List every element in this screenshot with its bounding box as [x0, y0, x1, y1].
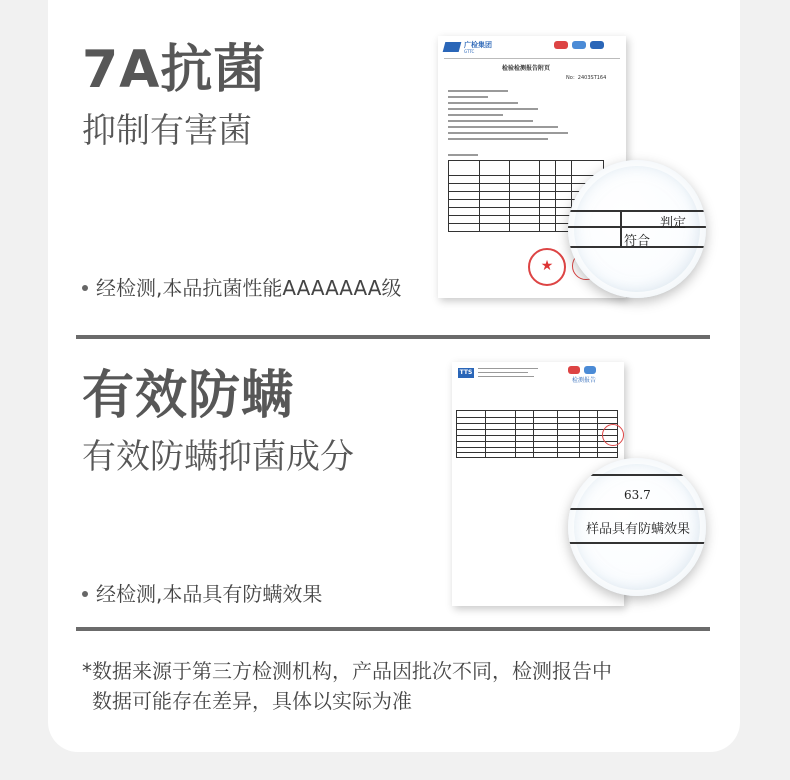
report1-doc-no: No：2403ST164 — [566, 75, 607, 81]
ilac-badge-icon — [584, 366, 596, 374]
text-line — [478, 372, 528, 373]
table-line — [568, 542, 706, 544]
text-line — [448, 114, 503, 116]
bullet-icon — [82, 591, 88, 597]
text-line — [448, 154, 478, 156]
text-line — [448, 120, 533, 122]
report1-doc-title: 检验检测报告附页 — [502, 65, 551, 72]
disclaimer-line1: *数据来源于第三方检测机构，产品因批次不同，检测报告中 — [82, 659, 612, 683]
text-line — [448, 108, 538, 110]
report1-org-name: 广检集团 — [464, 41, 492, 49]
text-line — [448, 102, 518, 104]
magnified-number: 63.7 — [624, 488, 651, 502]
report2-table — [456, 410, 618, 458]
section1-subtitle: 抑制有害菌 — [82, 111, 252, 151]
section1-note-text: 经检测,本品抗菌性能AAAAAAA级 — [96, 276, 402, 300]
magnifier-result — [568, 458, 706, 596]
cnas-badge-icon — [590, 41, 604, 49]
ilac-badge-icon — [572, 41, 586, 49]
text-line — [478, 376, 534, 377]
text-line — [478, 368, 538, 369]
text-line — [448, 138, 548, 140]
magnified-header: 判定 — [660, 216, 687, 231]
text-line — [448, 96, 488, 98]
table-line — [620, 210, 622, 248]
cma-badge-icon — [554, 41, 568, 49]
magnifier-judgement — [568, 160, 706, 298]
section1-title: 7A抗菌 — [82, 40, 267, 100]
table-line — [568, 474, 706, 476]
report2-org-logo: TTS — [459, 369, 473, 376]
section2-note — [82, 584, 322, 604]
section1-note — [82, 278, 401, 298]
header-rule — [444, 58, 620, 59]
disclaimer — [82, 656, 692, 716]
section-divider — [76, 627, 710, 631]
table-line — [568, 508, 706, 510]
red-stamp-icon — [602, 424, 624, 446]
section2-subtitle: 有效防螨抑菌成分 — [82, 437, 354, 477]
magnified-value: 符合 — [624, 234, 651, 249]
section2-title: 有效防螨 — [82, 366, 295, 426]
section2-note-text: 经检测,本品具有防螨效果 — [96, 582, 323, 606]
section-divider — [76, 335, 710, 339]
text-line — [448, 90, 508, 92]
bullet-icon — [82, 285, 88, 291]
cma-badge-icon — [568, 366, 580, 374]
gttc-logo-icon — [443, 42, 462, 52]
magnified-text: 样品具有防螨效果 — [586, 522, 691, 537]
report1-org-sub: GTTC — [464, 49, 475, 54]
disclaimer-line2: 数据可能存在差异，具体以实际为准 — [92, 689, 412, 713]
red-stamp-icon: ★ — [528, 248, 566, 286]
text-line — [448, 132, 568, 134]
report2-doc-title: 检测报告 — [572, 377, 597, 384]
text-line — [448, 126, 558, 128]
